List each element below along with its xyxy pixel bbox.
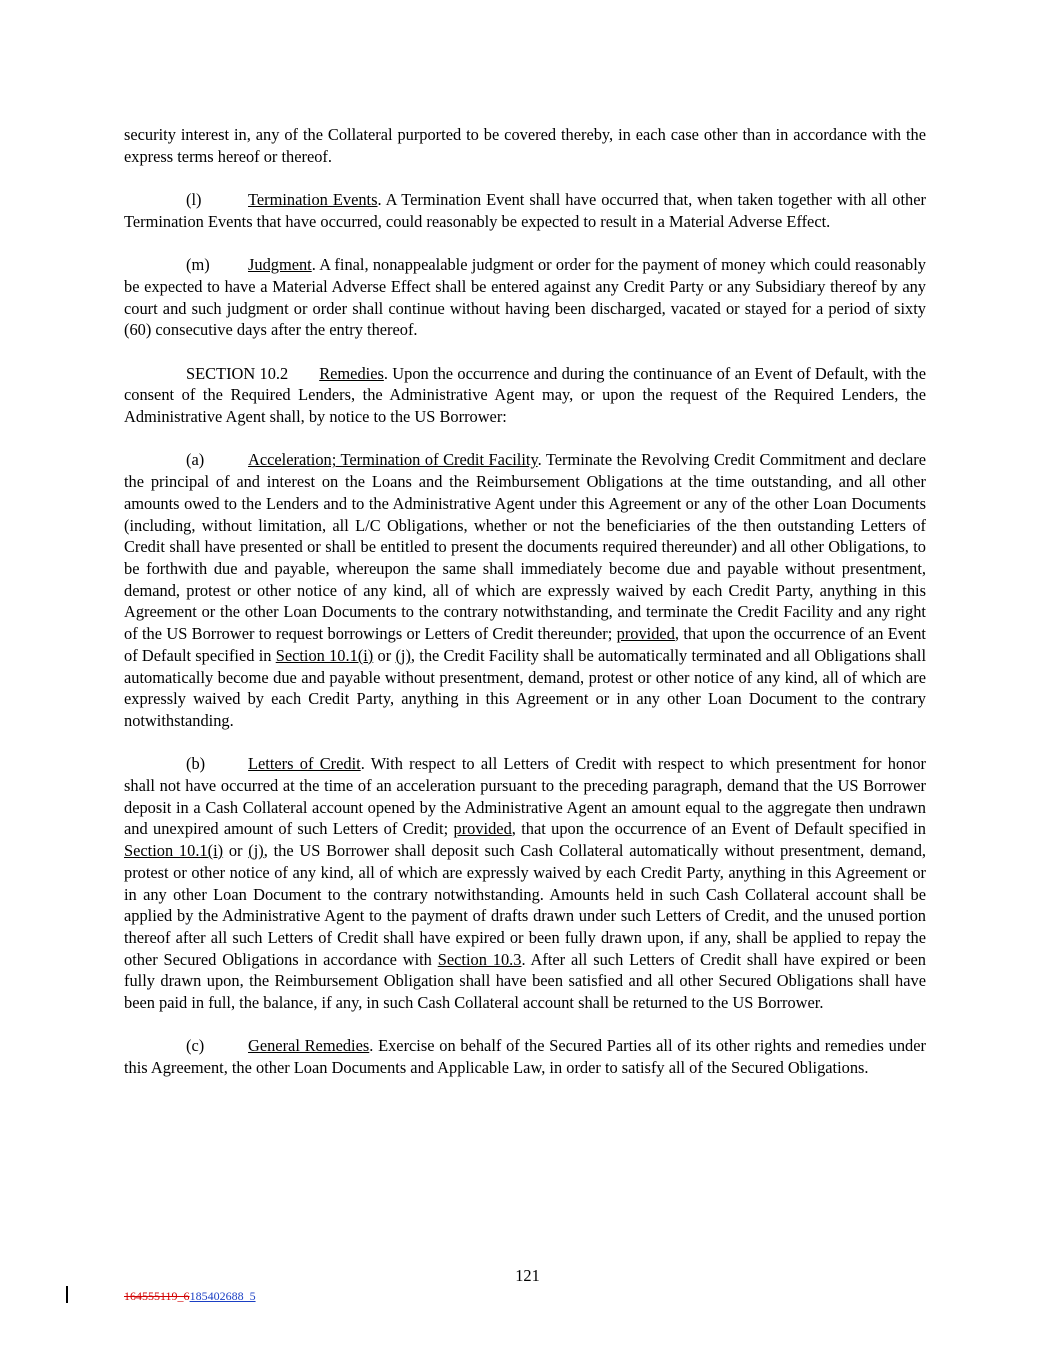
clause-text: . Terminate the Revolving Credit Commitment and declare the principal of and interest on the Loans and the Reimbursement Obligations at the time outstanding, and all other amounts owed to the Lenders and to the Administrative Agent under this Agreement or any of the other Loan Documents (including, without limitation, all L/C Obligations, whether or not the beneficiaries of the then outstanding Letters of Credit shall have presented or shall be entitled to present the documents required thereunder) and all other Obligations, to be forthwith due and payable, whereupon the same shall immediately become due and payable without presentment, demand, protest or other notice of any kind, all of which are expressly waived by each Credit Party, anything in this Agreement or the other Loan Documents to the contrary notwithstanding, and terminate the Credit Facility and any right of the US Borrower to request borrowings or Letters of Credit thereunder; [124,450,926,644]
clause-text: , that upon the occurrence of an Event of Default specified in [124,624,926,665]
document-id [124,1289,256,1304]
page-number: 121 [515,1266,540,1285]
proviso-term: provided [453,819,512,839]
paragraph-text: security interest in, any of the Collateral purported to be covered thereby, in each case other than in accordance with the express terms hereof or thereof. [124,125,926,166]
clause-text: , the US Borrower shall deposit such Cash Collateral automatically without presentment, demand, protest or other notice of any kind, all of which are expressly waived by each Credit Party, anything in this Agreement or in any other Loan Document to the contrary notwithstanding. Amounts held in such Cash Collateral account shall be applied by the Administrative Agent to the payment of drafts drawn under such Letters of Credit, and the unused portion thereof after all such Letters of Credit shall have expired or been fully drawn upon, if any, shall be applied to repay the other Secured Obligations in accordance with [124,841,926,969]
clause-b [124,753,926,1013]
clause-text: or [373,645,396,665]
page-body [124,124,926,1101]
section-reference: Section 10.1(i) [124,841,224,861]
clause-title: Termination Events [248,190,378,210]
clause-title: Judgment [248,255,312,275]
clause-title: General Remedies [248,1036,370,1056]
clause-text: . With respect to all Letters of Credit with respect to which presentment for honor shall not have occurred at the time of an acceleration pursuant to the preceding paragraph, demand that the US Borrower deposit in a Cash Collateral account opened by the Administrative Agent an amount equal to the aggregate then undrawn and unexpired amount of such Letters of Credit; [124,754,926,839]
section-title: Remedies [319,363,384,383]
clause-title: Acceleration; Termination of Credit Facility [248,450,538,470]
clause-l [124,189,926,232]
section-text: . Upon the occurrence and during the continuance of an Event of Default, with the consent of the Required Lenders, the Administrative Agent may, or upon the request of the Required Lenders, the Administrative Agent shall, by notice to the US Borrower: [124,363,926,427]
section-reference: Section 10.3 [437,949,522,969]
clause-text: . After all such Letters of Credit shall have expired or been fully drawn upon, the Reimbursement Obligation shall have been satisfied and all other Secured Obligations shall have been paid in full, the balance, if any, in such Cash Collateral account shall be returned to the US Borrower. [124,949,926,1013]
section-reference: (j) [248,841,264,861]
section-reference: Section 10.1(i) [275,645,374,665]
clause-a [124,449,926,731]
clause-label: (l) [186,190,202,210]
clause-text: . A final, nonappealable judgment or order for the payment of money which could reasonably be expected to have a Material Adverse Effect shall be entered against any Credit Party or any Subsidiary thereof by any court and such judgment or order shall continue without having been discharged, vacated or stayed for a period of sixty (60) consecutive days after the entry thereof. [124,255,926,340]
clause-text: , that upon the occurrence of an Event of Default specified in [511,819,927,839]
clause-text: . A Termination Event shall have occurred that, when taken together with all other Termination Events that have occurred, could reasonably be expected to result in a Material Adverse Effect. [124,190,926,231]
document-id-deleted: 164555119_6 [124,1289,190,1303]
paragraph-continuation [124,124,926,167]
clause-m [124,254,926,341]
clause-label: (a) [186,450,205,470]
clause-text: , the Credit Facility shall be automatically terminated and all Obligations shall automatically become due and payable without presentment, demand, protest or other notice of any kind, all of which are expressly waived by each Credit Party, anything in this Agreement or in any other Loan Document to the contrary notwithstanding. [124,645,927,730]
proviso-term: provided [616,624,675,644]
section-number: SECTION 10.2 [186,363,289,383]
clause-c [124,1035,926,1078]
section-10-2 [124,363,926,428]
clause-label: (c) [186,1036,205,1056]
change-bar [66,1286,68,1303]
clause-text: . Exercise on behalf of the Secured Parties all of its other rights and remedies under this Agreement, the other Loan Documents and Applicable Law, in order to satisfy all of the Secured Obligations. [124,1036,926,1078]
section-reference: (j) [395,645,411,665]
clause-text: or [223,841,249,861]
clause-title: Letters of Credit [248,754,361,774]
document-id-inserted: 185402688_5 [189,1289,256,1303]
clause-label: (b) [186,754,206,774]
clause-label: (m) [186,255,210,275]
